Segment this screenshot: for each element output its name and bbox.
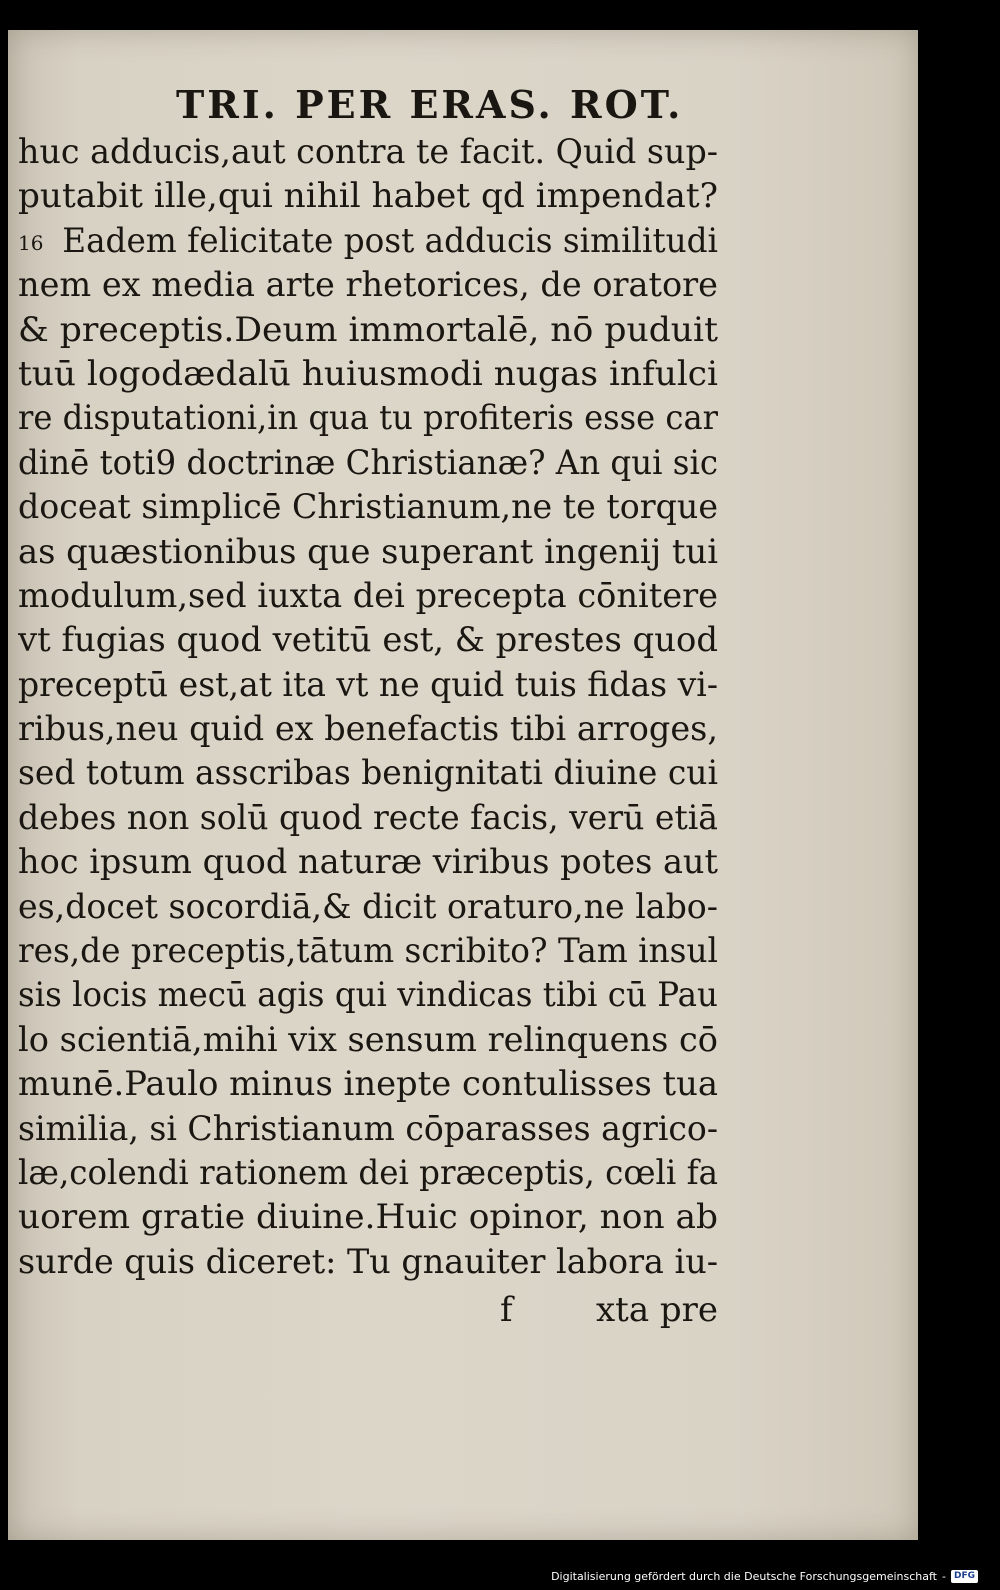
text-line <box>18 1062 723 1106</box>
text-line <box>18 574 723 618</box>
line-text: similia, si Christianum cōparasses agrico- <box>18 1108 718 1149</box>
text-line <box>18 885 723 929</box>
text-line <box>18 263 723 307</box>
line-text: Eadem felicitate post adducis similitudi <box>62 220 719 261</box>
text-line <box>18 707 723 751</box>
text-line <box>18 796 723 840</box>
text-line <box>18 1151 723 1195</box>
line-text: res,de preceptis,tātum scribito? Tam insul <box>18 931 718 972</box>
footer-credit: Digitalisierung gefördert durch die Deutsche Forschungsgemeinschaft <box>551 1569 937 1583</box>
text-line <box>18 130 723 174</box>
line-text: surde quis diceret: Tu gnauiter labora iu- <box>18 1241 718 1282</box>
line-text: modulum,sed iuxta dei precepta cōnitere <box>18 575 718 616</box>
running-head: TRI. PER ERAS. ROT. <box>176 82 684 127</box>
catchword-row <box>8 1288 728 1332</box>
line-text: hoc ipsum quod naturæ viribus potes aut <box>18 842 718 883</box>
line-text: preceptū est,at ita vt ne quid tuis fidas vi- <box>18 664 718 705</box>
text-line <box>18 1195 723 1239</box>
line-text: nem ex media arte rhetorices, de oratore <box>18 265 718 306</box>
text-line <box>18 308 723 352</box>
text-line <box>18 352 723 396</box>
text-block <box>18 130 723 1284</box>
signature-mark: f <box>500 1290 513 1330</box>
line-text: putabit ille,qui nihil habet qd impendat? <box>18 176 718 217</box>
line-text: tuū logodædalū huiusmodi nugas infulci <box>18 353 718 394</box>
text-line <box>18 751 723 795</box>
line-text: huc adducis,aut contra te facit. Quid sup- <box>18 132 718 172</box>
text-line <box>18 1240 723 1284</box>
line-text: re disputationi,in qua tu profiteris esse car <box>18 398 718 439</box>
book-page <box>8 30 918 1540</box>
line-text: doceat simplicē Christianum,ne te torque <box>18 487 718 528</box>
text-line <box>18 485 723 529</box>
line-text: & preceptis.Deum immortalē, nō puduit <box>18 309 718 350</box>
text-line <box>18 618 723 662</box>
text-line <box>18 840 723 884</box>
line-text: munē.Paulo minus inepte contulisses tua <box>18 1064 718 1105</box>
catchword: xta pre <box>596 1290 719 1330</box>
dfg-logo-icon: DFG <box>951 1570 978 1583</box>
text-line <box>18 396 723 440</box>
text-line <box>18 1018 723 1062</box>
text-line <box>18 929 723 973</box>
line-text: uorem gratie diuine.Huic opinor, non ab <box>18 1197 718 1238</box>
line-text: læ,colendi rationem dei præceptis, cœli fa <box>18 1152 718 1193</box>
marginal-note: 16 <box>18 230 44 255</box>
line-text: dinē toti9 doctrinæ Christianæ? An qui sic <box>18 442 718 483</box>
line-text: as quæstionibus que superant ingenij tui <box>18 531 718 572</box>
line-text: debes non solū quod recte facis, verū etiā <box>18 797 718 838</box>
line-text: vt fugias quod vetitū est, & prestes quod <box>18 620 718 661</box>
line-text: lo scientiā,mihi vix sensum relinquens cō <box>18 1019 718 1060</box>
text-line <box>18 530 723 574</box>
line-text: sis locis mecū agis qui vindicas tibi cū Pau <box>18 975 718 1016</box>
digitization-footer: Digitalisierung gefördert durch die Deutsche Forschungsgemeinschaft - DFG <box>551 1566 978 1586</box>
line-text: es,docet socordiā,& dicit oraturo,ne labo- <box>18 886 718 927</box>
line-text: ribus,neu quid ex benefactis tibi arroges, <box>18 709 718 750</box>
text-line <box>18 441 723 485</box>
text-line <box>18 174 723 218</box>
text-line <box>18 663 723 707</box>
line-text: sed totum asscribas benignitati diuine cui <box>18 753 718 794</box>
text-line <box>18 1107 723 1151</box>
text-line <box>18 219 723 263</box>
text-line <box>18 973 723 1017</box>
